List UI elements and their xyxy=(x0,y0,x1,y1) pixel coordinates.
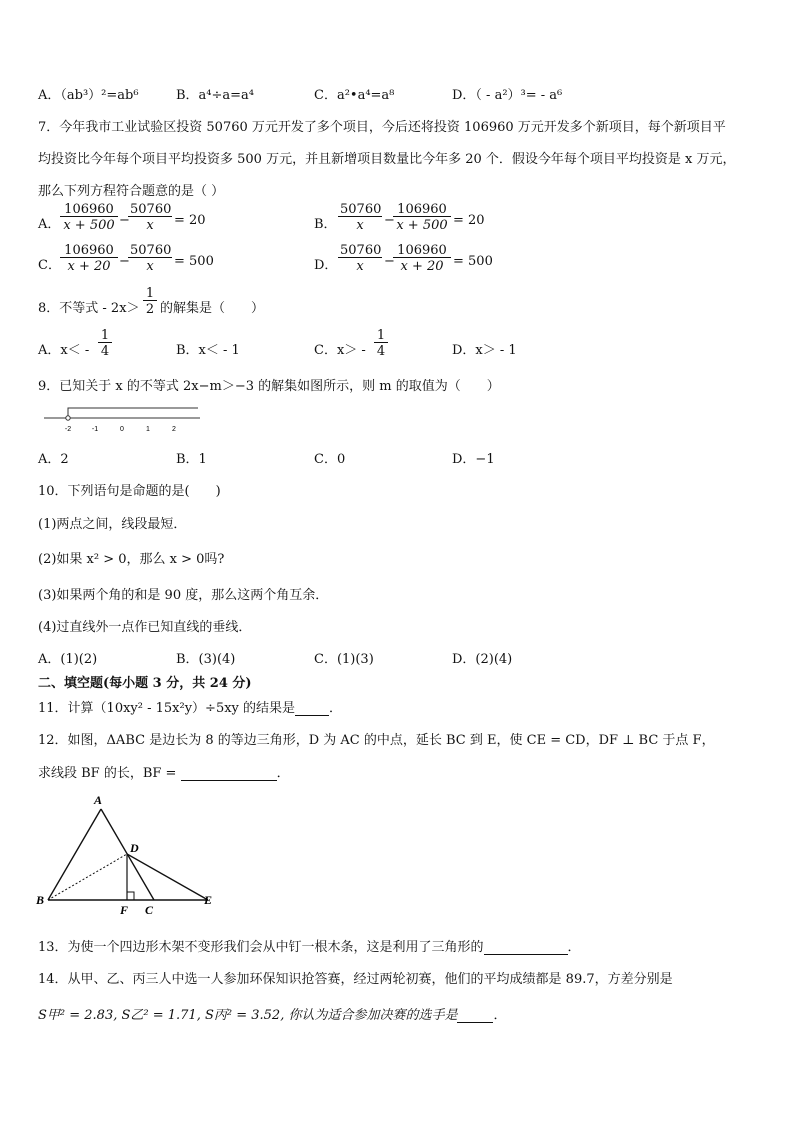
q8-option-b: B．x＜ - 1 xyxy=(176,343,240,358)
segment-de xyxy=(127,854,208,900)
tick-label-1: 1 xyxy=(146,426,150,433)
q11-answer-blank xyxy=(295,701,329,716)
number-line-figure xyxy=(38,402,208,434)
q7-option-c-label: C． xyxy=(38,258,61,273)
q7-b-frac2 xyxy=(393,203,451,232)
q9-option-d: D．−1 xyxy=(452,452,495,467)
q7-option-d-label: D． xyxy=(314,258,338,273)
q8-stem-frac xyxy=(143,287,157,316)
q7-c-frac1 xyxy=(60,244,118,273)
triangle-figure xyxy=(30,790,230,920)
q8-c-frac-den: 4 xyxy=(376,344,386,359)
q10-option-a: A．(1)(2) xyxy=(38,652,98,667)
q7-line3: 那么下列方程符合题意的是（ ） xyxy=(38,184,225,199)
q7-c-rhs: = 500 xyxy=(174,254,214,269)
q13-period: ． xyxy=(567,940,581,955)
right-angle-mark xyxy=(127,892,134,900)
q7-b-frac1-den: x xyxy=(356,218,364,233)
q7-c-frac1-den: x + 20 xyxy=(67,259,111,274)
q8-a-frac-den: 4 xyxy=(100,344,110,359)
q13-line xyxy=(38,936,581,955)
q12-answer-blank xyxy=(181,766,277,781)
q13-text: 13．为使一个四边形木架不变形我们会从中钉一根木条，这是利用了三角形的 xyxy=(38,940,484,955)
q12-line2-text: 求线段 BF 的长，BF = xyxy=(38,766,177,781)
tick-label-neg1: -1 xyxy=(91,426,99,433)
q7-a-frac2 xyxy=(128,203,172,232)
q10-statement-3: (3)如果两个角的和是 90 度，那么这两个角互余． xyxy=(38,588,329,603)
q10-statement-4: (4)过直线外一点作已知直线的垂线． xyxy=(38,620,252,635)
q8-option-c-frac xyxy=(374,329,388,358)
q7-option-b-label: B． xyxy=(314,217,337,232)
q7-b-frac1 xyxy=(338,203,382,232)
q7-d-frac2-num: 106960 xyxy=(393,244,451,258)
q7-a-frac1-num: 106960 xyxy=(60,203,118,217)
q9-option-b: B．1 xyxy=(176,452,207,467)
q14-line2-text: S甲² = 2.83, S乙² = 1.71, S丙² = 3.52, 你认为适合参加决赛的选手是 xyxy=(38,1008,458,1023)
vertex-label-b: B xyxy=(36,893,45,907)
q7-option-a-label: A． xyxy=(38,217,61,232)
q7-c-frac2 xyxy=(128,244,172,273)
segment-bd-dotted xyxy=(48,854,127,900)
q7-d-frac1 xyxy=(338,244,382,273)
tick-label-neg2: -2 xyxy=(64,426,72,433)
q6-option-b: B．a⁴÷a=a⁴ xyxy=(176,88,255,103)
q10-option-b: B．(3)(4) xyxy=(176,652,236,667)
q8-stem-frac-den: 2 xyxy=(145,302,155,317)
q8-option-a-pre: A．x＜ - xyxy=(38,343,90,358)
q9-option-c: C．0 xyxy=(314,452,346,467)
q7-b-frac2-den: x + 500 xyxy=(396,218,448,233)
q7-a-rhs: = 20 xyxy=(174,213,206,228)
q6-option-d: D．（ - a²）³= - a⁶ xyxy=(452,88,563,103)
q9-stem: 9．已知关于 x 的不等式 2x−m＞−3 的解集如图所示，则 m 的取值为（ ） xyxy=(38,379,500,394)
q14-line2 xyxy=(38,1004,506,1023)
q7-b-frac2-num: 106960 xyxy=(393,203,451,217)
q10-statement-2: (2)如果 x² > 0，那么 x > 0吗? xyxy=(38,552,225,567)
q14-answer-blank xyxy=(457,1008,493,1023)
q6-option-a: A．（ab³）²=ab⁶ xyxy=(38,88,139,103)
segment-ab xyxy=(48,809,101,900)
q10-option-d: D．(2)(4) xyxy=(452,652,513,667)
tick-label-2: 2 xyxy=(172,426,176,433)
q8-option-d: D．x＞ - 1 xyxy=(452,343,517,358)
q7-c-frac1-num: 106960 xyxy=(60,244,118,258)
q7-c-frac2-den: x xyxy=(146,259,154,274)
q7-b-rhs: = 20 xyxy=(453,213,485,228)
q8-stem-frac-num: 1 xyxy=(143,287,157,301)
vertex-label-c: C xyxy=(145,903,154,917)
solution-ray xyxy=(68,408,198,418)
q7-d-rhs: = 500 xyxy=(453,254,493,269)
q7-d-minus: − xyxy=(384,254,395,269)
q8-option-c-pre: C．x＞ - xyxy=(314,343,366,358)
q7-d-frac1-num: 50760 xyxy=(340,243,382,258)
q7-a-frac2-den: x xyxy=(146,218,154,233)
q7-line2: 均投资比今年每个项目平均投资多 500 万元，并且新增项目数量比今年多 20 个．假设今年每个项目平均投资是 x 万元， xyxy=(38,152,736,167)
q12-line1: 12．如图，ΔABC 是边长为 8 的等边三角形，D 为 AC 的中点，延长 BC 到 E，使 CE = CD，DF ⊥ BC 于点 F， xyxy=(38,733,715,748)
q7-d-frac1-den: x xyxy=(356,259,364,274)
vertex-label-f: F xyxy=(120,903,129,917)
q7-a-frac1-den: x + 500 xyxy=(63,218,115,233)
q9-option-a: A．2 xyxy=(38,452,69,467)
q7-d-frac2 xyxy=(393,244,451,273)
q7-line1: 7．今年我市工业试验区投资 50760 万元开发了多个项目，今后还将投资 106960 万元开发多个新项目，每个新项目平 xyxy=(38,120,726,135)
q7-b-frac1-num: 50760 xyxy=(340,202,382,217)
tick-label-0: 0 xyxy=(120,426,124,433)
q12-line2 xyxy=(38,762,290,781)
vertex-label-a: A xyxy=(94,793,103,807)
q11-period: ． xyxy=(329,701,343,716)
q7-c-minus: − xyxy=(119,254,130,269)
q8-stem-pre: 8．不等式 - 2x＞ xyxy=(38,301,140,316)
q11-line xyxy=(38,697,342,716)
q8-a-frac-num: 1 xyxy=(98,329,112,343)
q10-option-c: C．(1)(3) xyxy=(314,652,374,667)
q7-b-minus: − xyxy=(384,213,395,228)
q10-stem: 10．下列语句是命题的是( ) xyxy=(38,484,221,499)
vertex-label-d: D xyxy=(130,841,139,855)
q7-c-frac2-num: 50760 xyxy=(130,243,172,258)
q6-option-c: C．a²•a⁴=a⁸ xyxy=(314,88,395,103)
q13-answer-blank xyxy=(484,940,568,955)
q14-period: ． xyxy=(493,1008,507,1023)
q8-stem-post: 的解集是（ ） xyxy=(160,301,265,316)
q14-line1: 14．从甲、乙、丙三人中选一人参加环保知识抢答赛，经过两轮初赛，他们的平均成绩都是 89.7，方差分别是 xyxy=(38,972,673,987)
section-heading-fill-in: 二、填空题(每小题 3 分，共 24 分) xyxy=(38,676,252,691)
q7-a-frac1 xyxy=(60,203,118,232)
vertex-label-e: E xyxy=(204,893,213,907)
q7-a-frac2-num: 50760 xyxy=(130,202,172,217)
q7-a-minus: − xyxy=(119,213,130,228)
q8-c-frac-num: 1 xyxy=(374,329,388,343)
q7-d-frac2-den: x + 20 xyxy=(400,259,444,274)
q10-statement-1: (1)两点之间，线段最短． xyxy=(38,517,187,532)
q11-text: 11．计算（10xy² - 15x²y）÷5xy 的结果是 xyxy=(38,701,296,716)
q8-option-a-frac xyxy=(98,329,112,358)
q12-period: ． xyxy=(276,766,290,781)
open-endpoint xyxy=(66,416,70,420)
